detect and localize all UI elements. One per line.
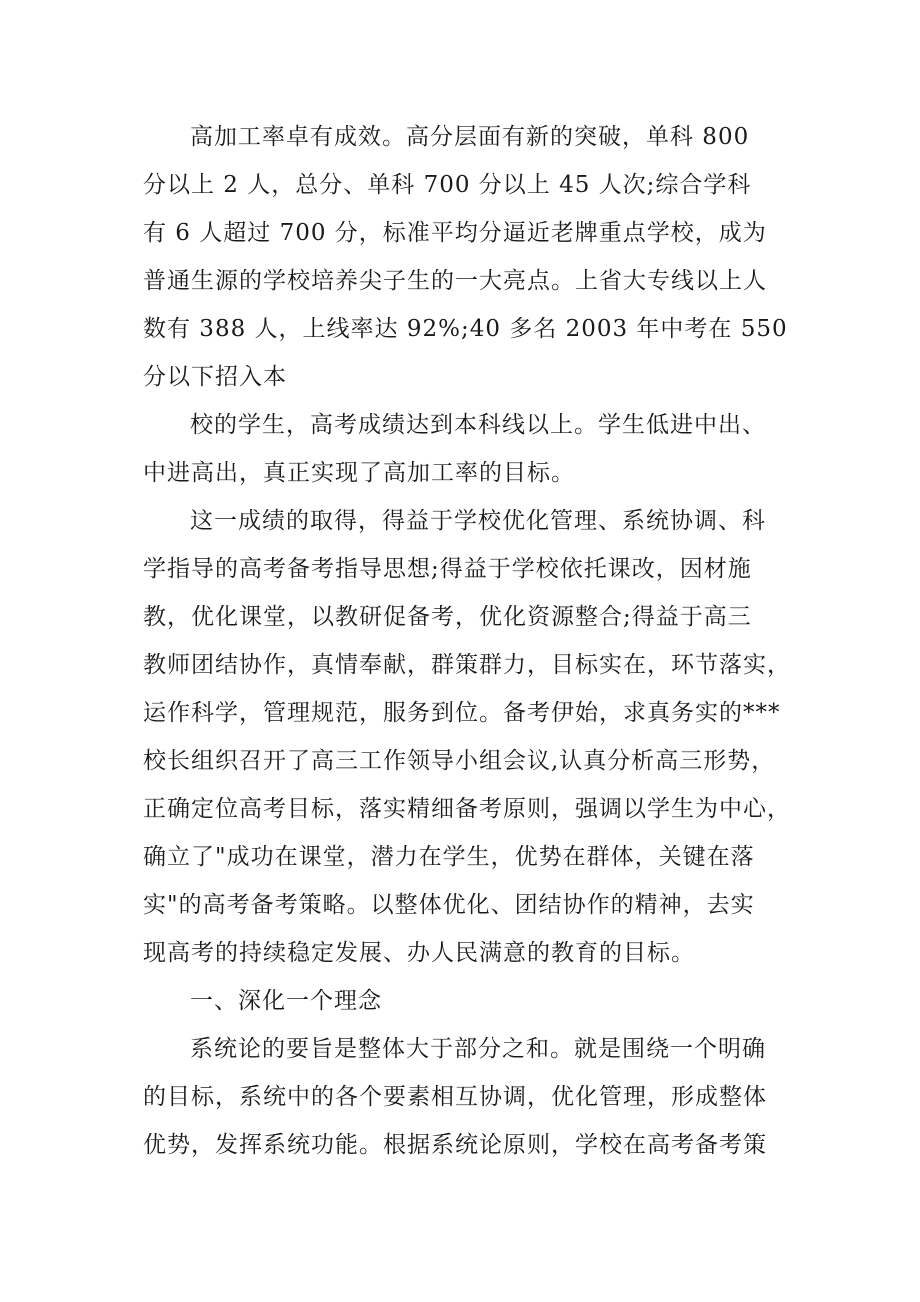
text-line: 分以下招入本 [143, 364, 287, 390]
text-line: 普通生源的学校培养尖子生的一大亮点。上省大专线以上人 [143, 268, 767, 294]
text-line: 这一成绩的取得，得益于学校优化管理、系统协调、科 [190, 508, 766, 534]
text-line: 学指导的高考备考指导思想;得益于学校依托课改，因材施 [143, 556, 752, 582]
text-line: 正确定位高考目标，落实精细备考原则，强调以学生为中心， [143, 796, 791, 822]
text-line: 数有 388 人，上线率达 92%;40 多名 2003 年中考在 550 [143, 316, 788, 342]
text-line: 有 6 人超过 700 分，标准平均分逼近老牌重点学校，成为 [143, 220, 767, 246]
text-line: 实"的高考备考策略。以整体优化、团结协作的精神，去实 [143, 892, 755, 918]
text-line: 运作科学，管理规范，服务到位。备考伊始，求真务实的*** [143, 700, 781, 726]
section-heading: 一、深化一个理念 [190, 988, 382, 1014]
text-line: 分以上 2 人，总分、单科 700 分以上 45 人次;综合学科 [143, 172, 752, 198]
text-line: 的目标，系统中的各个要素相互协调，优化管理，形成整体 [143, 1084, 767, 1110]
text-line: 确立了"成功在课堂，潜力在学生，优势在群体，关键在落 [143, 844, 755, 870]
text-line: 系统论的要旨是整体大于部分之和。就是围绕一个明确 [190, 1036, 766, 1062]
text-line: 教师团结协作，真情奉献，群策群力，目标实在，环节落实， [143, 652, 791, 678]
text-line: 校的学生，高考成绩达到本科线以上。学生低进中出、 [190, 412, 766, 438]
text-line: 教，优化课堂，以教研促备考，优化资源整合;得益于高三 [143, 604, 752, 630]
text-line: 现高考的持续稳定发展、办人民满意的教育的目标。 [143, 940, 695, 966]
text-line: 中进高出，真正实现了高加工率的目标。 [143, 460, 575, 486]
text-line: 校长组织召开了高三工作领导小组会议,认真分析高三形势， [143, 748, 776, 774]
text-line: 高加工率卓有成效。高分层面有新的突破，单科 800 [190, 124, 750, 150]
text-line: 优势，发挥系统功能。根据系统论原则，学校在高考备考策 [143, 1132, 767, 1158]
